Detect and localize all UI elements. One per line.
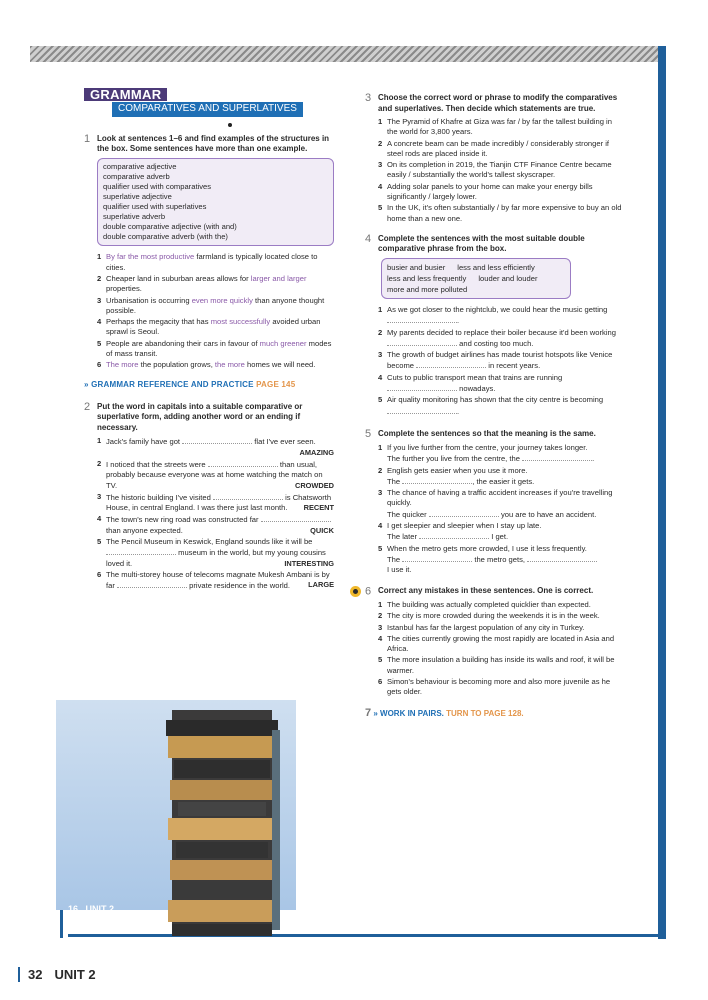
answer-blank[interactable]: [402, 554, 472, 562]
skyscraper-photo: [150, 700, 298, 936]
list-item: 5 Air quality monitoring has shown that the city centre is becoming .: [378, 395, 604, 416]
box-item: more and more polluted: [387, 284, 468, 294]
list-item: 2 The city is more crowded during the weekends it is in the week.: [378, 611, 600, 621]
exercise-1: [84, 134, 334, 155]
exercise-2: [84, 402, 334, 434]
list-item: 5 The Pencil Museum in Keswick, England sounds like it will be museum in the world, but my young cousins loved it. INTERESTING: [97, 537, 334, 568]
exercise-7-pairs[interactable]: 7 » WORK IN PAIRS. TURN TO PAGE 128.: [365, 706, 524, 719]
answer-blank[interactable]: [106, 547, 176, 555]
list-item: 4 The town's new ring road was constructed far than anyone expected. QUICK: [97, 514, 334, 535]
box-item: less and less efficiently: [457, 262, 535, 272]
list-item: 1 Jack's family have got flat I've ever seen. AMAZING: [97, 436, 334, 457]
right-column: [365, 93, 623, 719]
answer-blank[interactable]: [387, 315, 457, 323]
page-footer: [18, 967, 96, 982]
grammar-reference-link[interactable]: » GRAMMAR REFERENCE AND PRACTICE PAGE 145: [84, 379, 296, 389]
phrases-box: [381, 258, 571, 299]
box-item: louder and louder: [478, 273, 538, 283]
answer-blank[interactable]: [387, 406, 457, 414]
list-item: 5 In the UK, it's often substantially / by far more expensive to buy an old home than a new one.: [378, 203, 622, 223]
top-stripe: [30, 46, 660, 62]
page-spine: [658, 46, 666, 939]
list-item: 4 Cuts to public transport mean that trains are running nowadays.: [378, 372, 563, 394]
list-item: 1 The building was actually completed quicklier than expected.: [378, 599, 591, 609]
exercise-1-items: [97, 252, 334, 370]
exercise-number: 4: [365, 232, 372, 245]
list-item: 4 I get sleepier and sleepier when I stay up late. The later I get.: [378, 521, 542, 542]
bullet-dot: [228, 123, 232, 127]
exercise-6: [365, 586, 623, 597]
list-item: 2 I noticed that the streets were than usual, probably because everyone was at home watching the match on TV. CROWDED: [97, 459, 334, 490]
box-item: superlative adverb: [103, 212, 166, 222]
exercise-number: 1: [84, 132, 91, 145]
answer-blank[interactable]: [387, 383, 457, 391]
answer-blank[interactable]: [429, 509, 499, 517]
page-number: 32: [18, 967, 42, 982]
list-item: 2 My parents decided to replace their boiler because it'd been working and costing too much.: [378, 327, 616, 348]
list-item: 1 As we got closer to the nightclub, we could hear the music getting .: [378, 304, 608, 326]
list-item: 3 On its completion in 2019, the Tianjin CTF Finance Centre became easily / substantially the world's tallest skyscraper.: [378, 160, 612, 180]
list-item: 1 If you live further from the centre, your journey takes longer. The further you live from the centre, the .: [378, 442, 595, 464]
box-item: qualifier used with superlatives: [103, 201, 207, 211]
answer-blank[interactable]: [527, 554, 597, 562]
answer-blank[interactable]: [522, 453, 592, 461]
list-item: 4 Perhaps the megacity that has most successfully avoided urban sprawl is Seoul.: [97, 317, 321, 337]
exercise-number: 5: [365, 427, 372, 440]
image-unit-label: 16 UNIT 2: [68, 904, 115, 914]
exercise-instruction: Look at sentences 1–6 and find examples of the structures in the box. Some sentences have more than one example.: [97, 133, 330, 154]
exercise-number: 3: [365, 92, 372, 104]
box-item: superlative adjective: [103, 191, 172, 201]
list-item: 5 When the metro gets more crowded, I use it less frequently. The the metro gets, I use it.: [378, 544, 623, 576]
answer-blank[interactable]: [419, 531, 489, 539]
list-item: 3 Urbanisation is occurring even more quickly than anyone thought possible.: [97, 295, 325, 315]
box-item: comparative adjective: [103, 161, 177, 171]
list-item: 2 A concrete beam can be made incredibly / considerably stronger if steel rods are placed inside it.: [378, 138, 610, 158]
box-item: double comparative adjective (with and): [103, 222, 237, 232]
list-item: 3 The chance of having a traffic accident increases if you're travelling quickly. The quicker you are to have an accident.: [378, 488, 613, 519]
left-column: [84, 88, 334, 593]
exercise-instruction: Put the word in capitals into a suitable comparative or superlative form, adding another word or an ending if necessary.: [97, 401, 303, 432]
structures-box: [97, 158, 334, 247]
list-item: 4 Adding solar panels to your home can make your energy bills significantly / largely lower.: [378, 181, 593, 202]
box-item: less and less frequently: [387, 273, 467, 283]
box-item: qualifier used with comparatives: [103, 181, 212, 191]
exercise-instruction: Complete the sentences so that the meaning is the same.: [378, 428, 596, 438]
list-item: 4 The cities currently growing the most rapidly are located in Asia and Africa.: [378, 633, 615, 654]
grammar-heading: [84, 88, 334, 117]
list-item: 6 The more the population grows, the more homes we will need.: [97, 360, 316, 370]
exercise-number: 2: [84, 400, 91, 413]
exercise-instruction: Complete the sentences with the most suitable double comparative phrase from the box.: [378, 233, 585, 254]
list-item: 3 Istanbul has far the largest population of any city in Turkey.: [378, 622, 585, 632]
list-item: 6 Simon's behaviour is becoming more and also more juvenile as he gets older.: [378, 676, 611, 697]
exercise-5: [365, 429, 623, 440]
exercise-instruction: Choose the correct word or phrase to modify the comparatives and superlatives. Then decide which statements are true.: [378, 93, 618, 113]
grammar-subtitle: COMPARATIVES AND SUPERLATIVES: [112, 102, 303, 116]
list-item: 3 The historic building I've visited is Chatsworth House, in central England. I was there just last month. RECENT: [97, 491, 334, 513]
exercise-3-items: [378, 117, 623, 224]
exercise-3: [365, 93, 623, 114]
answer-blank[interactable]: [208, 459, 278, 467]
list-item: 1 By far the most productive farmland is typically located close to cities.: [97, 252, 318, 272]
list-item: 2 Cheaper land in suburban areas allows for larger and larger properties.: [97, 273, 307, 294]
critical-thinking-eye-icon: [350, 586, 361, 597]
list-item: 2 English gets easier when you use it more. The , the easier it gets.: [378, 465, 535, 486]
answer-blank[interactable]: [261, 514, 331, 522]
box-item: busier and busier: [387, 262, 446, 272]
exercise-4-items: [378, 305, 623, 417]
answer-blank[interactable]: [387, 338, 457, 346]
unit-label: UNIT 2: [54, 967, 96, 982]
box-item: comparative adverb: [103, 171, 170, 181]
exercise-instruction: Correct any mistakes in these sentences. One is correct.: [378, 585, 594, 595]
exercise-5-items: [378, 443, 623, 576]
list-item: 6 The multi-storey house of telecoms magnate Mukesh Ambani is by far private residence in the world. LARGE: [97, 569, 334, 591]
list-item: 5 The more insulation a building has inside its walls and roof, it will be warmer.: [378, 655, 615, 675]
list-item: 5 People are abandoning their cars in favour of much greener modes of mass transit.: [97, 338, 332, 359]
exercise-2-items: [97, 436, 334, 591]
answer-blank[interactable]: [213, 492, 283, 500]
answer-blank[interactable]: [117, 580, 187, 588]
list-item: 3 The growth of budget airlines has made tourist hotspots like Venice become in recent years.: [378, 350, 613, 371]
answer-blank[interactable]: [182, 436, 252, 444]
answer-blank[interactable]: [416, 360, 486, 368]
exercise-number: 6: [365, 586, 378, 597]
grammar-title: GRAMMAR: [84, 88, 167, 101]
box-item: double comparative adverb (with the): [103, 232, 228, 242]
list-item: 1 The Pyramid of Khafre at Giza was far / by far the tallest building in the world for 3,800 years.: [378, 117, 612, 137]
exercise-4: [365, 234, 623, 255]
exercise-6-items: [378, 600, 623, 698]
answer-blank[interactable]: [402, 476, 472, 484]
